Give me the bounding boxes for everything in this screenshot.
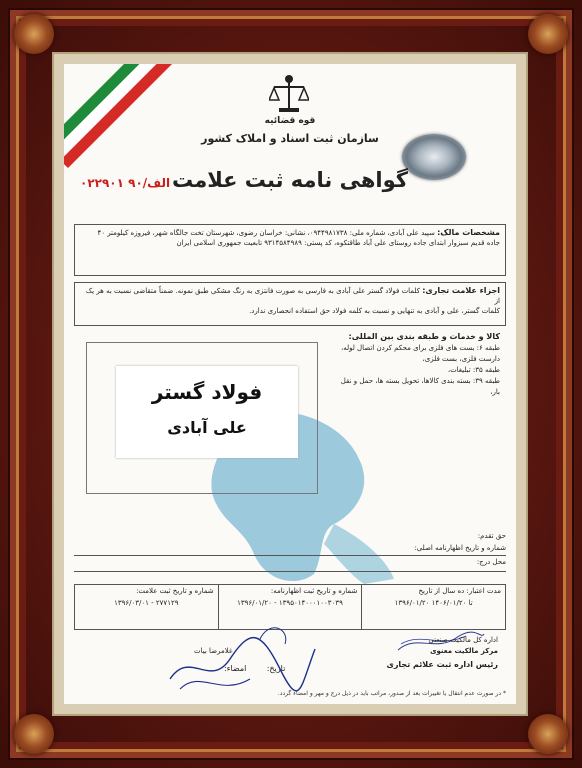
goods-line: طبقه ۳۵: تبلیغات، bbox=[447, 366, 500, 374]
owner-text: سپید علی آبادی، شماره ملی: ۰۹۴۴۹۸۱۷۳۸، نشانی: خراسان رضوی، شهرستان تخت جالگاه شهر، فیروزه کیلومتر ۴۰ bbox=[97, 229, 435, 237]
place-label: محل درج: bbox=[476, 558, 506, 566]
original-application-label: شماره و تاریخ اظهارنامه اصلی: bbox=[414, 544, 506, 552]
authority-name: قوه قضائیه bbox=[264, 116, 316, 126]
brand-line-1: فولاد گستر bbox=[151, 380, 263, 404]
organization-name: سازمان ثبت اسناد و املاک کشور bbox=[201, 132, 379, 145]
goods-line: طبقه ۳۹: بسته بندی کالاها، تحویل بسته ها، حمل و نقل bbox=[340, 377, 500, 385]
signed-label: امضاء: bbox=[224, 664, 247, 673]
priority-label: حق تقدم: bbox=[477, 532, 506, 540]
validity-sub: ده سال از تاریخ bbox=[418, 587, 465, 595]
goods-line: طبقه ۶: بست های فلزی برای محکم کردن اتصال لوله، bbox=[340, 344, 500, 352]
scales-of-justice-emblem-icon bbox=[269, 72, 309, 116]
elements-text-line2: کلمات گستر، علی و آبادی به تنهایی و نسبت به کلمه فولاد حق استفاده انحصاری ندارد. bbox=[249, 307, 500, 315]
validity-cell bbox=[361, 585, 505, 629]
trademark-elements-box bbox=[74, 282, 506, 326]
elements-text: کلمات فولاد گستر علی آبادی به فارسی به صورت فانتزی به رنگ مشکی طبق نمونه. ضمناً متقاضی نسبت به هر یک از bbox=[85, 287, 500, 305]
registration-value: ۱۳۹۶/۰۳/۰۱ - ۲۷۷۱۲۹ bbox=[114, 599, 179, 607]
serial-number: الف/۹۰ ۰۲۲۹۰۱ bbox=[80, 176, 171, 190]
office-name: اداره کل مالکیت صنعتی bbox=[428, 636, 498, 644]
application-label: شماره و تاریخ ثبت اظهارنامه: bbox=[270, 587, 358, 595]
dept-name: مرکز مالکیت معنوی bbox=[430, 647, 498, 655]
frame-ornament bbox=[528, 14, 568, 54]
certificate-paper bbox=[64, 64, 516, 704]
goods-line: دارست فلزی، بست فلزی، bbox=[422, 355, 500, 363]
owner-details-box bbox=[74, 224, 506, 276]
footer-note: * در صورت عدم انتقال یا تغییرات بعد از صدور، مراتب باید در ذیل درج و مهر و امضاء گردد. bbox=[277, 690, 506, 697]
registration-label: شماره و تاریخ ثبت علامت: bbox=[136, 587, 214, 595]
certificate-title: گواهی نامه ثبت علامت bbox=[171, 168, 409, 192]
divider bbox=[74, 555, 506, 556]
divider bbox=[74, 571, 506, 572]
signer-name: غلامرضا بیات bbox=[194, 647, 233, 655]
owner-label: مشخصات مالک: bbox=[437, 228, 500, 237]
validity-label: مدت اعتبار: bbox=[466, 587, 501, 595]
goods-list bbox=[300, 332, 500, 398]
trademark-sample bbox=[116, 366, 298, 458]
frame-ornament bbox=[14, 14, 54, 54]
signer-role: رئیس اداره ثبت علائم تجاری bbox=[386, 660, 498, 669]
elements-label: اجزاء علامت تجاری: bbox=[422, 286, 500, 295]
goods-label: کالا و خدمات و طبقه بندی بین المللی: bbox=[348, 332, 500, 341]
validity-value: ۱۳۹۶/۰۱/۲۰ تا ۱۴۰۶/۰۱/۲۰ bbox=[394, 599, 473, 607]
owner-text-line2: جاده قدیم سبزوار ابتدای جاده روستای علی آباد طاقتکوه، کد پستی: ۹۳۱۴۵۸۴۹۸۹ تابعیت جمهوری اسلامی ایران bbox=[176, 239, 500, 247]
handwritten-signature bbox=[160, 609, 320, 699]
frame-ornament bbox=[14, 714, 54, 754]
goods-line: بار، bbox=[490, 388, 500, 396]
date-label: تاریخ: bbox=[266, 664, 286, 673]
brand-line-2: علی آبادی bbox=[167, 418, 247, 437]
application-value: ۱۳۹۶/۰۱/۲۰ - ۱۳۹۵۰۱۴۰۰۰۱۰۰۳۰۳۹ bbox=[237, 599, 343, 607]
frame-ornament bbox=[528, 714, 568, 754]
